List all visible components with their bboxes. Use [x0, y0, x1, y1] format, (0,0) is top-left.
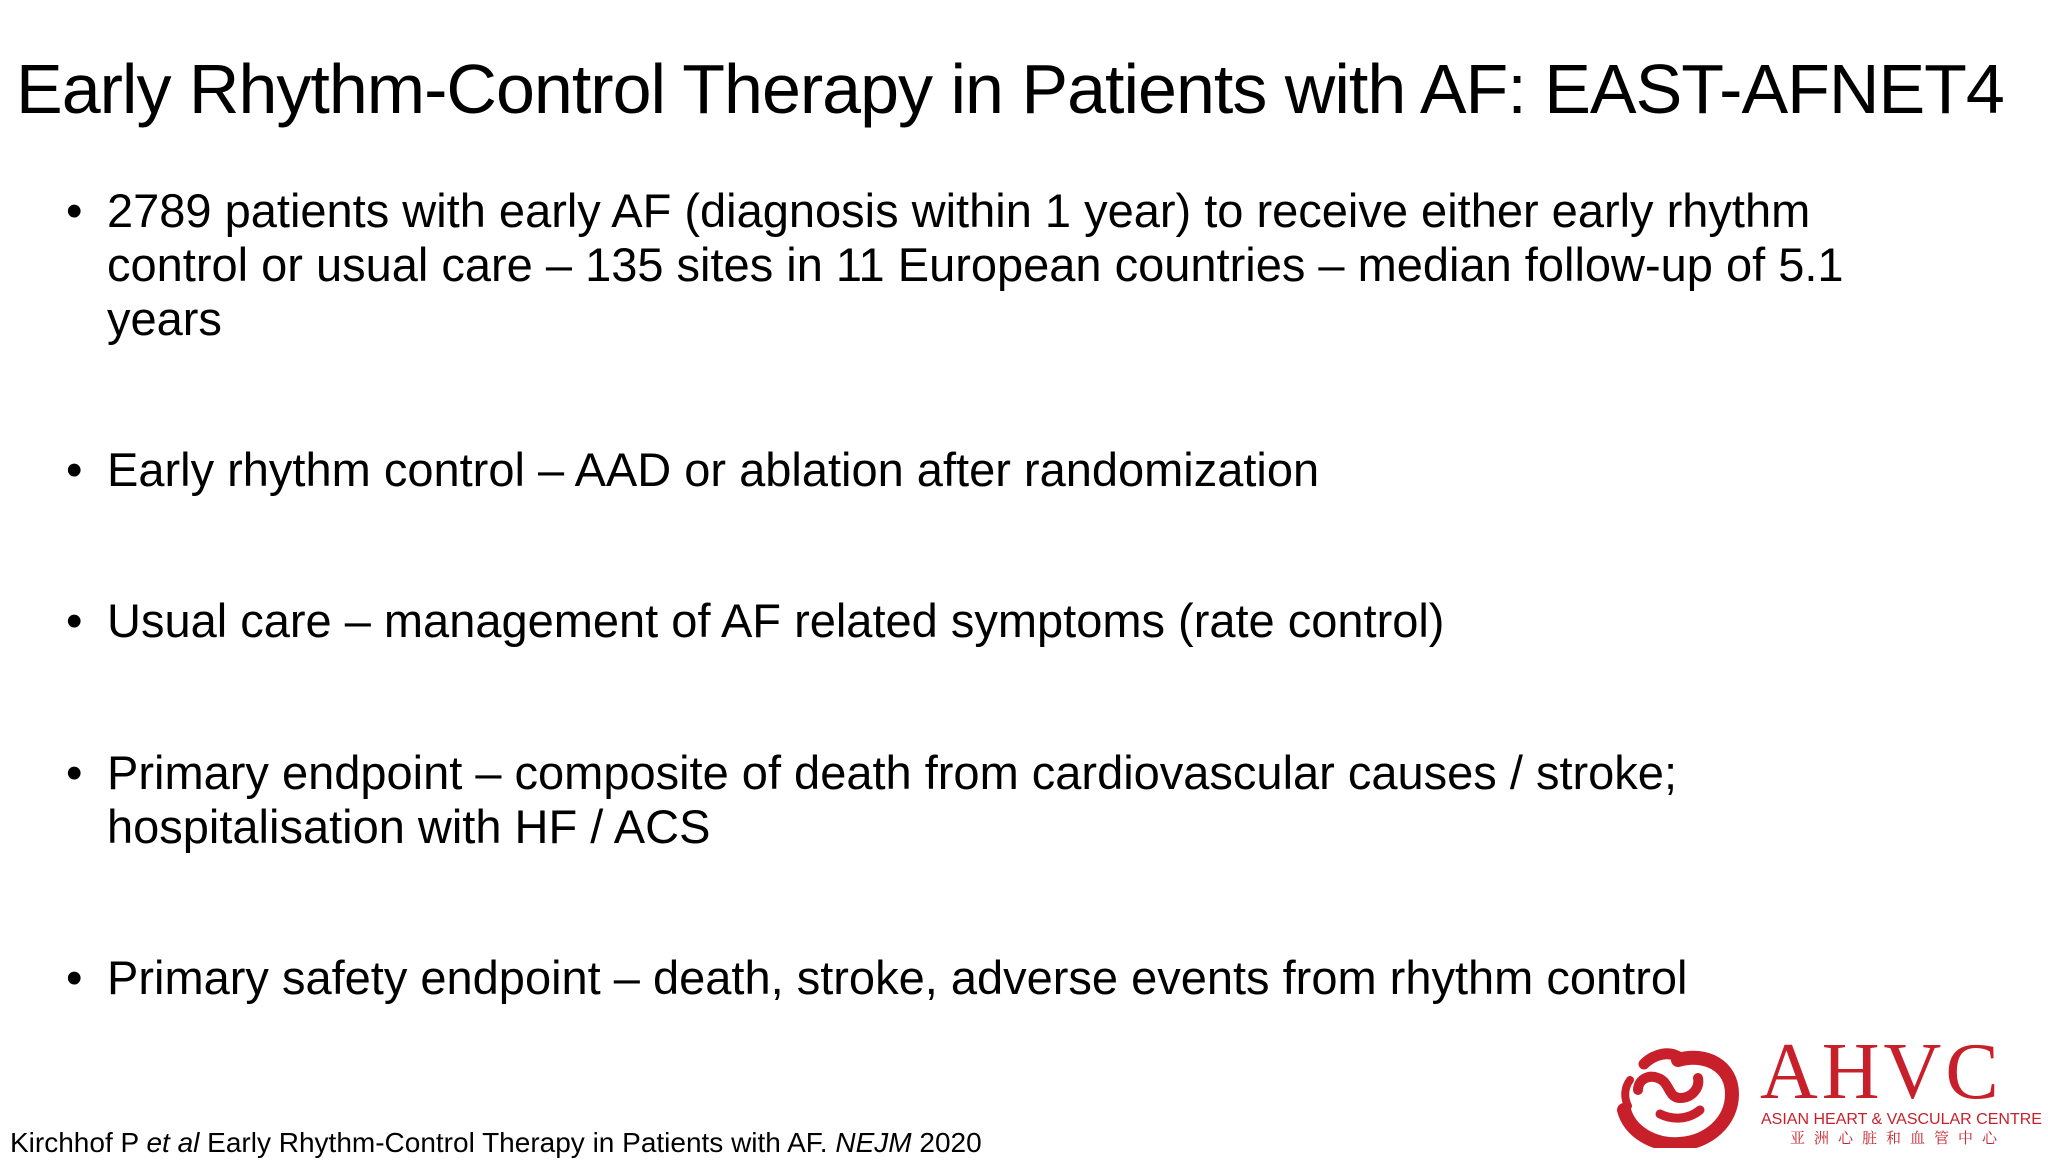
- citation-title: Early Rhythm-Control Therapy in Patients with AF.: [199, 1127, 836, 1158]
- logo-chinese-name: 亚洲心脏和血管中心: [1790, 1130, 2007, 1147]
- citation: [10, 1126, 982, 1160]
- logo-name: AHVC: [1760, 1028, 2003, 1116]
- bullet-text: 2789 patients with early AF (diagnosis within 1 year) to receive either early rhythm control or usual care – 135 sites in 11 European countries – median follow-up of 5.1 years: [107, 184, 1844, 345]
- citation-year: 2020: [911, 1127, 982, 1158]
- bullet-marker: •: [66, 443, 83, 496]
- bullet-marker: •: [66, 951, 83, 1004]
- bullet-text: Primary safety endpoint – death, stroke, adverse events from rhythm control: [107, 951, 1688, 1004]
- ahvc-logo: [1614, 1028, 2042, 1148]
- bullet-text: Usual care – management of AF related symptoms (rate control): [107, 594, 1445, 647]
- citation-authors: Kirchhof P: [10, 1127, 147, 1158]
- heart-swirl-icon: [1614, 1036, 1744, 1148]
- bullet-text: Early rhythm control – AAD or ablation after randomization: [107, 443, 1320, 496]
- bullet-marker: •: [66, 184, 83, 237]
- citation-journal: NEJM: [835, 1127, 912, 1158]
- logo-subtitle: ASIAN HEART & VASCULAR CENTRE: [1761, 1111, 2042, 1128]
- bullet-marker: •: [66, 594, 83, 647]
- bullet-text: Primary endpoint – composite of death from cardiovascular causes / stroke; hospitalisation with HF / ACS: [107, 746, 1678, 853]
- slide-title: Early Rhythm-Control Therapy in Patients with AF: EAST-AFNET4: [16, 50, 2004, 128]
- citation-etal: et al: [146, 1127, 200, 1158]
- bullet-marker: •: [66, 746, 83, 799]
